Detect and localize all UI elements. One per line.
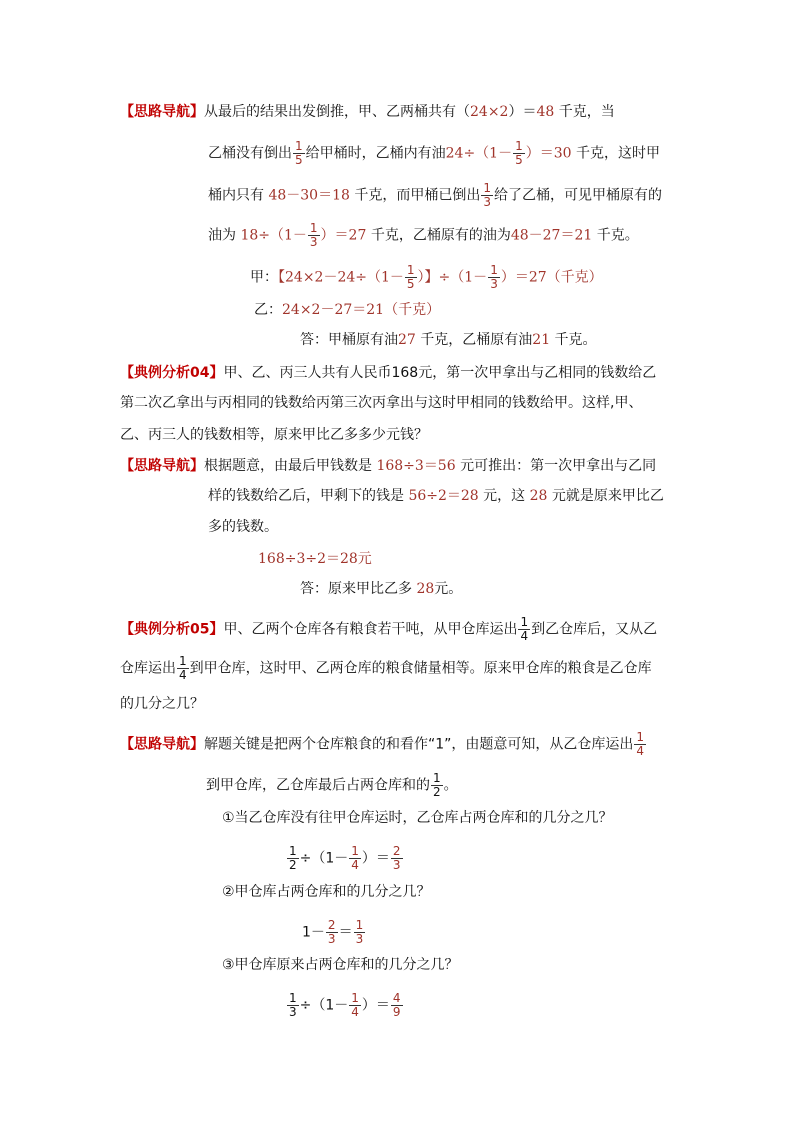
expression-3: $\frac{1}{3}$ ÷（1－ $\frac{1}{4}$ ）＝ $\frac{4}{9}$ [289, 991, 401, 1019]
solution-2-line-1: 【思路导航】根据题意，由最后甲钱数是 168÷3＝56 元可推出：第一次甲拿出与乙同 [120, 458, 657, 474]
fraction: $\frac{1}{4}$ [636, 730, 645, 758]
solution-3-line-2: 到甲仓库，乙仓库最后占两仓库和的 $\frac{1}{2}$ 。 [206, 771, 458, 799]
problem-05-line-1: 【典例分析05】甲、乙两个仓库各有粮食若干吨，从甲仓库运出 $\frac{1}{4}$ 到乙仓库后，又从乙 [120, 615, 658, 643]
fraction: $\frac{1}{3}$ [355, 918, 364, 946]
fraction: $\frac{1}{4}$ [520, 615, 529, 643]
problem-04-line-3: 乙、丙三人的钱数相等，原来甲比乙多多少元钱？ [120, 427, 428, 443]
problem-04-line-2: 第二次乙拿出与丙相同的钱数给丙第三次丙拿出与这时甲相同的钱数给甲。这样,甲、 [120, 395, 643, 411]
formula-yi: 乙：24×2－27＝21（千克） [254, 302, 441, 318]
solution-line-3: 桶内只有 48－30＝18 千克，而甲桶已倒出 $\frac{1}{3}$ 给了乙桶，可见甲桶原有的 [208, 181, 662, 209]
solution-tag: 【思路导航】 [120, 458, 204, 474]
fraction: $\frac{1}{4}$ [351, 844, 359, 872]
problem-05-line-2: 仓库运出 $\frac{1}{4}$ 到甲仓库，这时甲、乙两仓库的粮食储量相等。原来甲仓库的粮食是乙仓库 [120, 654, 652, 682]
fraction: $\frac{1}{3}$ [483, 181, 491, 209]
solution-line-2: 乙桶没有倒出 $\frac{1}{5}$ 给甲桶时，乙桶内有油24÷（1－ $\frac{1}{5}$ ）＝30 千克，这时甲 [208, 139, 661, 167]
question-3: ③甲仓库原来占两仓库和的几分之几？ [222, 957, 459, 973]
formula-jia: 甲：【24×2－24÷（1－ $\frac{1}{5}$ ）】÷（1－ $\frac{1}{3}$ ）＝27（千克） [250, 263, 603, 291]
solution-2-line-3: 多的钱数。 [208, 519, 278, 535]
fraction: $\frac{1}{4}$ [179, 654, 187, 682]
solution-tag: 【思路导航】 [120, 104, 204, 120]
fraction: $\frac{1}{5}$ [406, 263, 415, 291]
solution-2-line-2: 样的钱数给乙后，甲剩下的钱是 56÷2＝28 元，这 28 元就是原来甲比乙 [208, 488, 664, 504]
fraction: $\frac{1}{3}$ [289, 991, 297, 1019]
fraction: $\frac{1}{3}$ [490, 263, 498, 291]
fraction: $\frac{4}{9}$ [392, 991, 401, 1019]
example-tag: 【典例分析04】 [120, 365, 224, 381]
fraction: $\frac{1}{4}$ [351, 991, 359, 1019]
example-tag: 【典例分析05】 [120, 621, 224, 638]
fraction: $\frac{1}{5}$ [295, 139, 303, 167]
solution-tag: 【思路导航】 [120, 736, 204, 753]
fraction: $\frac{2}{3}$ [327, 918, 336, 946]
answer-2: 答：原来甲比乙多 28元。 [300, 581, 463, 597]
fraction: $\frac{1}{5}$ [515, 139, 523, 167]
answer-1: 答：甲桶原有油27 千克，乙桶原有油21 千克。 [300, 332, 597, 348]
question-1: ①当乙仓库没有往甲仓库运时，乙仓库占两仓库和的几分之几？ [222, 810, 613, 826]
problem-05-line-3: 的几分之几？ [120, 696, 204, 712]
expression-1: $\frac{1}{2}$ ÷（1－ $\frac{1}{4}$ ）＝ $\frac{2}{3}$ [289, 844, 401, 872]
fraction: $\frac{2}{3}$ [392, 844, 401, 872]
solution-3-line-1: 【思路导航】解题关键是把两个仓库粮食的和看作“1”，由题意可知，从乙仓库运出 $\frac{1}{4}$ [120, 730, 645, 758]
fraction: $\frac{1}{2}$ [289, 844, 297, 872]
question-2: ②甲仓库占两仓库和的几分之几？ [222, 884, 431, 900]
calc-04: 168÷3÷2＝28元 [258, 551, 372, 567]
solution-line-4: 油为 18÷（1－ $\frac{1}{3}$ ）＝27 千克，乙桶原有的油为48－27＝21 千克。 [208, 221, 639, 249]
solution-line-1: 【思路导航】从最后的结果出发倒推，甲、乙两桶共有（24×2）＝48 千克，当 [120, 104, 615, 120]
problem-04-line-1: 【典例分析04】甲、乙、丙三人共有人民币168元，第一次甲拿出与乙相同的钱数给乙 [120, 365, 657, 381]
fraction: $\frac{1}{2}$ [433, 771, 441, 799]
fraction: $\frac{1}{3}$ [309, 221, 318, 249]
expression-2: 1－ $\frac{2}{3}$ ＝ $\frac{1}{3}$ [302, 918, 364, 946]
